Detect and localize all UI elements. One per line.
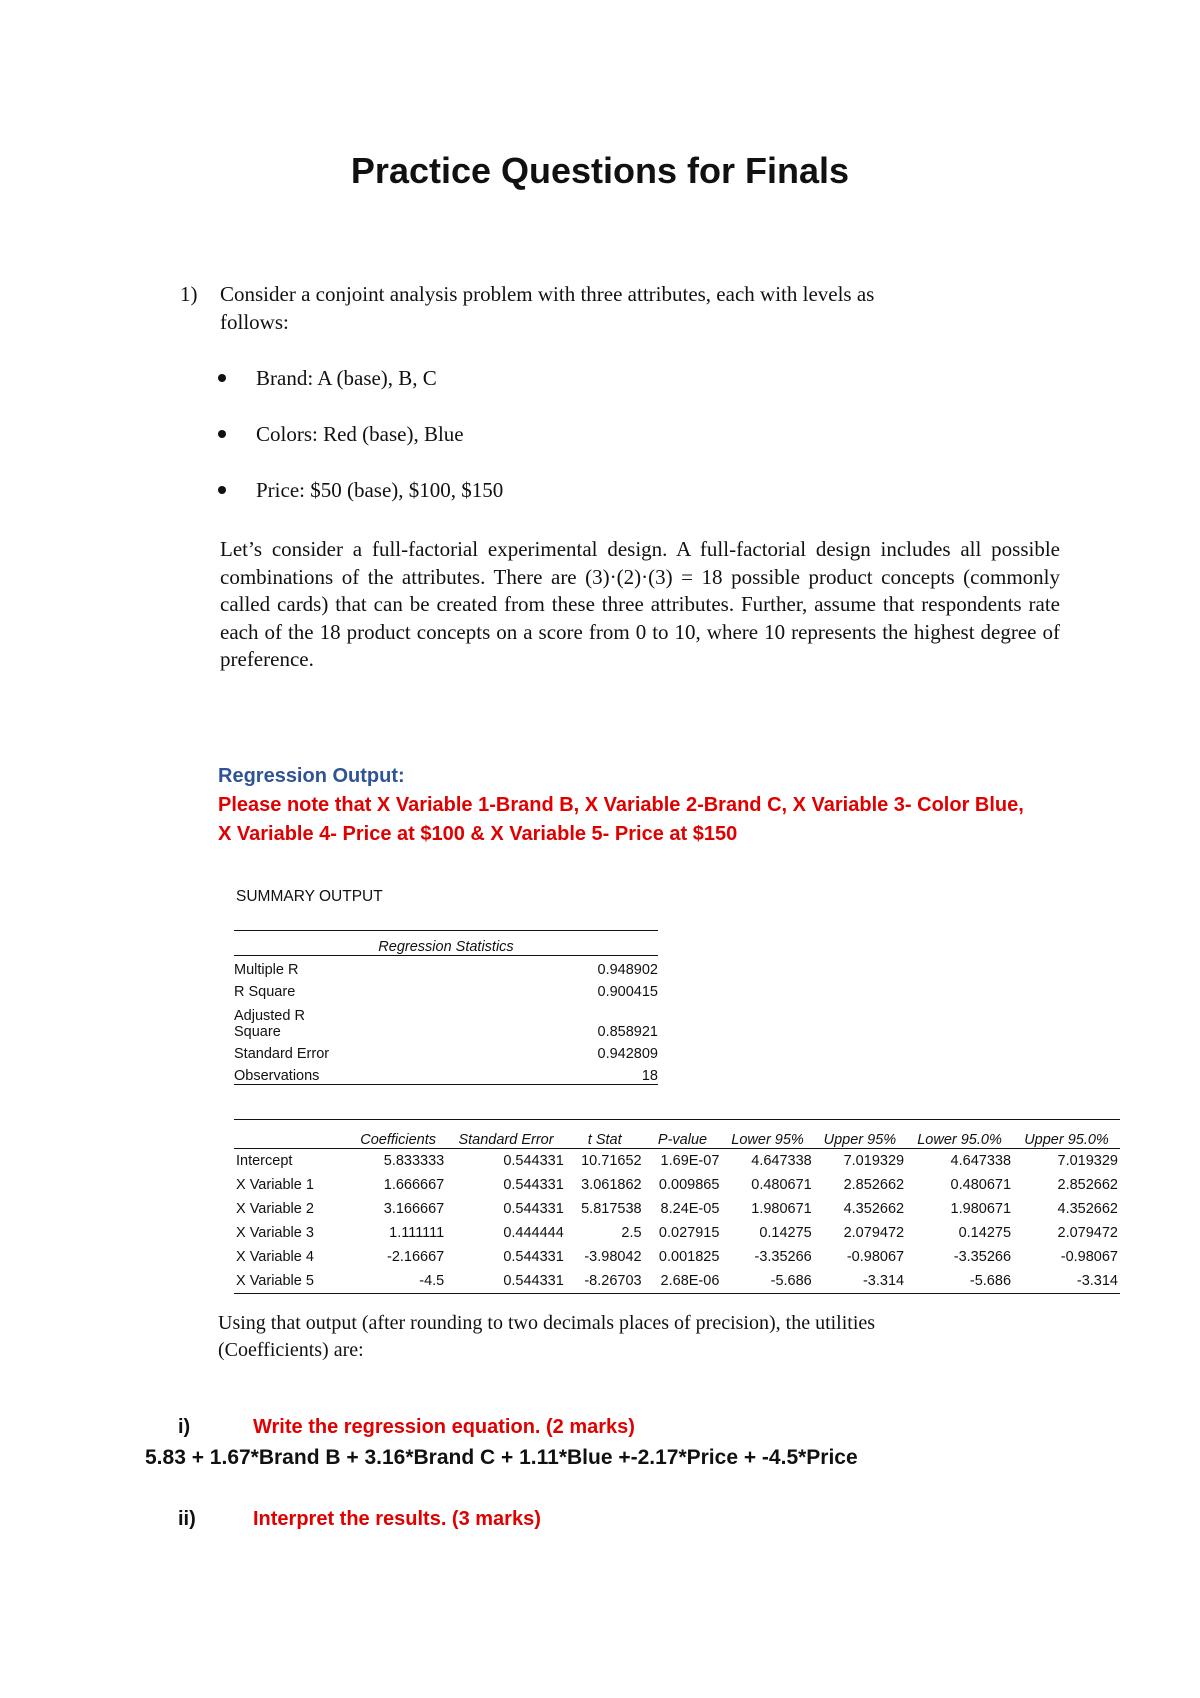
question-stem <box>220 280 1060 336</box>
table-cell: 7.019329 <box>1057 1153 1118 1169</box>
table-cell: 3.166667 <box>383 1201 445 1217</box>
sub-question-task: Interpret the results. (3 marks) <box>253 1508 541 1530</box>
table-cell: 1.980671 <box>751 1201 812 1217</box>
stat-label-line-2: Square <box>234 1024 281 1040</box>
table-cell: 2.5 <box>621 1225 642 1241</box>
table-cell: -2.16667 <box>386 1249 445 1265</box>
sub-question-task: Write the regression equation. (2 marks) <box>253 1416 635 1438</box>
table-cell: 1.111111 <box>389 1225 445 1241</box>
table-cell: -4.5 <box>350 1269 446 1294</box>
stat-label-line-1: Adjusted R <box>234 1008 305 1024</box>
table-cell: 0.480671 <box>751 1177 812 1193</box>
table-cell: 0.027915 <box>658 1225 720 1241</box>
question-number: 1) <box>180 282 198 306</box>
attribute-price: Price: $50 (base), $100, $150 <box>256 478 504 502</box>
table-cell: -0.98067 <box>1060 1249 1118 1265</box>
attribute-list <box>218 364 503 532</box>
row-label: X Variable 1 <box>236 1177 314 1193</box>
coef-header-row <box>234 1120 1120 1149</box>
col-header-lower-95-0: Lower 95.0% <box>906 1120 1013 1149</box>
page-title: Practice Questions for Finals <box>350 150 850 191</box>
table-cell: -3.35266 <box>953 1249 1012 1265</box>
table-row <box>234 1062 658 1085</box>
table-cell: -3.98042 <box>584 1249 642 1265</box>
question-stem-line-1: Consider a conjoint analysis problem with three attributes, each with levels as <box>220 282 875 306</box>
sub-question-numeral: ii) <box>178 1508 196 1530</box>
table-row <box>234 956 658 979</box>
list-item <box>218 420 503 476</box>
stat-label: R Square <box>234 984 296 1000</box>
table-cell: 3.061862 <box>581 1177 642 1193</box>
stat-value: 0.948902 <box>597 962 658 978</box>
attribute-brand: Brand: A (base), B, C <box>256 366 437 390</box>
table-row <box>234 1245 1120 1269</box>
table-cell: -0.98067 <box>846 1249 905 1265</box>
table-cell: 0.544331 <box>503 1153 564 1169</box>
table-cell: -3.314 <box>1013 1269 1120 1294</box>
table-cell: 1.69E-07 <box>660 1153 720 1169</box>
stat-label <box>234 1000 493 1040</box>
col-header-upper-95-0: Upper 95.0% <box>1013 1120 1120 1149</box>
coef-body <box>234 1149 1120 1294</box>
table-cell: 2.852662 <box>1057 1177 1118 1193</box>
stat-label: Multiple R <box>234 962 299 978</box>
table-cell: 4.647338 <box>950 1153 1012 1169</box>
bullet-icon <box>218 486 226 494</box>
table-cell: 2.079472 <box>843 1225 905 1241</box>
table-cell: 0.14275 <box>958 1225 1012 1241</box>
table-cell: 7.019329 <box>843 1153 905 1169</box>
table-cell: 4.352662 <box>1057 1201 1118 1217</box>
table-cell: 0.544331 <box>503 1249 564 1265</box>
list-item <box>218 364 503 420</box>
regression-equation-answer: 5.83 + 1.67*Brand B + 3.16*Brand C + 1.11*Blue +-2.17*Price + -4.5*Price <box>145 1446 858 1469</box>
table-cell: 0.480671 <box>950 1177 1012 1193</box>
table-cell: 4.352662 <box>843 1201 905 1217</box>
table-row <box>234 1149 1120 1174</box>
table-cell: 1.666667 <box>383 1177 445 1193</box>
coefficients-table <box>234 1119 1120 1294</box>
col-header-label <box>234 1120 350 1149</box>
row-label: X Variable 2 <box>236 1201 314 1217</box>
col-header-lower-95: Lower 95% <box>721 1120 813 1149</box>
stat-label: Standard Error <box>234 1046 330 1062</box>
utilities-intro-line-1: Using that output (after rounding to two decimals places of precision), the utilities <box>218 1312 876 1334</box>
table-row <box>234 1040 658 1062</box>
attribute-colors: Colors: Red (base), Blue <box>256 422 464 446</box>
stat-value: 0.858921 <box>597 1024 658 1040</box>
table-cell: 2.079472 <box>1057 1225 1118 1241</box>
table-cell: 0.444444 <box>503 1225 564 1241</box>
table-row <box>234 1269 1120 1294</box>
table-row <box>234 1197 1120 1221</box>
variable-note-line-2: X Variable 4- Price at $100 & X Variable 5- Price at $150 <box>218 823 738 845</box>
table-cell: 0.544331 <box>503 1177 564 1193</box>
bullet-icon <box>218 430 226 438</box>
table-cell: -5.686 <box>906 1269 1013 1294</box>
col-header-coefficients: Coefficients <box>350 1120 446 1149</box>
table-cell: 10.71652 <box>581 1153 642 1169</box>
design-paragraph: Let’s consider a full-factorial experimental design. A full-factorial design includes all possible combinations of the attributes. There are (3)·(2)·(3) = 18 possible product concepts (commonly called cards) that can be created from these three attributes. Further, assume that respondents rate each of the 18 product concepts on a score from 0 to 10, where 10 represents the highest degree of preference. <box>220 537 1060 671</box>
question-1 <box>180 280 1060 336</box>
sub-question-numeral: i) <box>178 1416 191 1438</box>
table-row <box>234 978 658 1000</box>
stat-value: 0.942809 <box>597 1046 658 1062</box>
regression-statistics-table <box>234 930 658 1085</box>
stat-label: Observations <box>234 1062 493 1085</box>
table-cell: 2.852662 <box>843 1177 905 1193</box>
list-item <box>218 476 503 532</box>
table-row <box>234 1173 1120 1197</box>
table-cell: 0.009865 <box>658 1177 720 1193</box>
table-cell: -8.26703 <box>566 1269 644 1294</box>
table-cell: 2.68E-06 <box>644 1269 722 1294</box>
row-label: X Variable 3 <box>236 1225 314 1241</box>
table-cell: 5.833333 <box>383 1153 445 1169</box>
stat-value: 0.900415 <box>597 984 658 1000</box>
row-label: X Variable 4 <box>236 1249 314 1265</box>
question-stem-line-2: follows: <box>220 310 289 334</box>
table-cell: 0.544331 <box>503 1201 564 1217</box>
col-header-p-value: P-value <box>644 1120 722 1149</box>
table-cell: 5.817538 <box>581 1201 642 1217</box>
col-header-standard-error: Standard Error <box>446 1120 566 1149</box>
bullet-icon <box>218 374 226 382</box>
table-cell: -3.35266 <box>754 1249 812 1265</box>
table-cell: 8.24E-05 <box>660 1201 720 1217</box>
row-label: X Variable 5 <box>234 1269 350 1294</box>
table-cell: 1.980671 <box>950 1201 1012 1217</box>
col-header-upper-95: Upper 95% <box>814 1120 906 1149</box>
table-row <box>234 1221 1120 1245</box>
utilities-intro-line-2: (Coefficients) are: <box>218 1339 364 1361</box>
table-cell: 0.14275 <box>759 1225 812 1241</box>
table-cell: 4.647338 <box>751 1153 812 1169</box>
table-row <box>234 1000 658 1040</box>
regression-notes <box>218 762 1118 849</box>
stat-value: 18 <box>493 1062 658 1085</box>
summary-output-title: SUMMARY OUTPUT <box>236 888 383 905</box>
regression-heading: Regression Output: <box>218 765 405 787</box>
table-cell: 0.001825 <box>658 1249 720 1265</box>
col-header-t-stat: t Stat <box>566 1120 644 1149</box>
variable-note-line-1: Please note that X Variable 1-Brand B, X Variable 2-Brand C, X Variable 3- Color Blue, <box>218 794 1024 816</box>
table-cell: -3.314 <box>814 1269 906 1294</box>
table-cell: -5.686 <box>721 1269 813 1294</box>
utilities-intro <box>218 1310 1058 1364</box>
stats-header: Regression Statistics <box>234 931 658 956</box>
row-label: Intercept <box>236 1153 293 1169</box>
table-cell: 0.544331 <box>446 1269 566 1294</box>
